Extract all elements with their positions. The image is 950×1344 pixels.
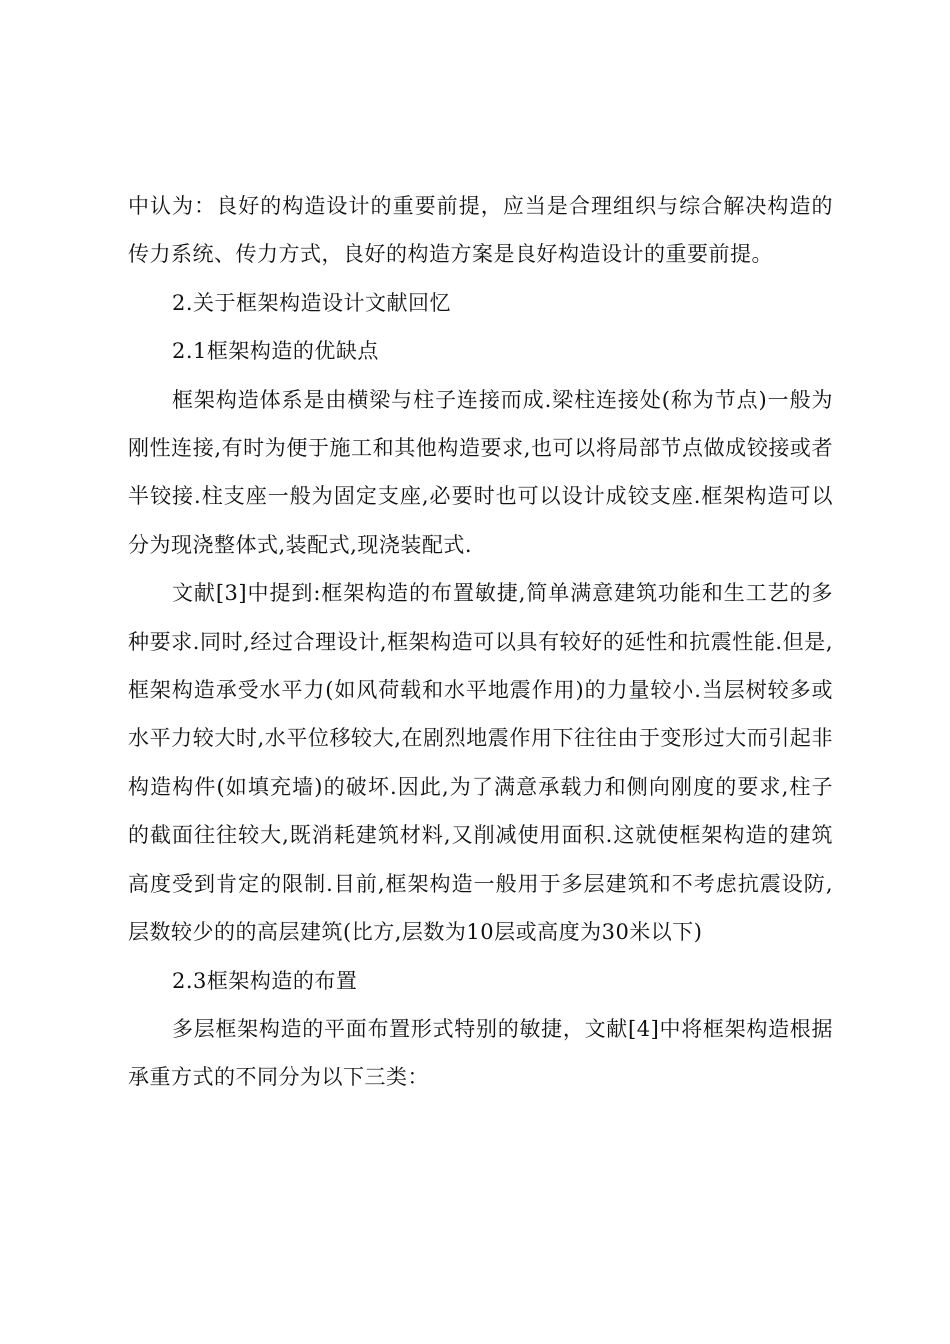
section-heading-2: 2.关于框架构造设计文献回忆 bbox=[172, 290, 452, 315]
subsection-heading-2-1: 2.1框架构造的优缺点 bbox=[172, 339, 379, 364]
document-body bbox=[128, 182, 833, 1102]
paragraph-continuation: 中认为：良好的构造设计的重要前提，应当是合理组织与综合解决构造的传力系统、传力方式，良好的构造方案是良好构造设计的重要前提。 bbox=[128, 194, 833, 267]
paragraph-literature-3: 文献[3]中提到:框架构造的布置敏捷,简单满意建筑功能和生工艺的多种要求.同时,经过合理设计,框架构造可以具有较好的延性和抗震性能.但是,框架构造承受水平力(如风荷载和水平地震作用)的力量较小.当层树较多或水平力较大时,水平位移较大,在剧烈地震作用下往往由于变形过大而引起非构造构件(如填充墙)的破坏.因此,为了满意承载力和侧向刚度的要求,柱子的截面往往较大,既消耗建筑材料,又削减使用面积.这就使框架构造的建筑高度受到肯定的限制.目前,框架构造一般用于多层建筑和不考虑抗震设防,层数较少的的高层建筑(比方,层数为10层或高度为30米以下) bbox=[128, 581, 833, 945]
paragraph-frame-system: 框架构造体系是由横梁与柱子连接而成.梁柱连接处(称为节点)一般为刚性连接,有时为便于施工和其他构造要求,也可以将局部节点做成铰接或者半铰接.柱支座一般为固定支座,必要时也可以设计成铰支座.框架构造可以分为现浇整体式,装配式,现浇装配式. bbox=[128, 387, 833, 557]
subsection-heading-2-3: 2.3框架构造的布置 bbox=[172, 968, 358, 993]
paragraph-layout-forms: 多层框架构造的平面布置形式特别的敏捷，文献[4]中将框架构造根据承重方式的不同分为以下三类： bbox=[128, 1016, 833, 1090]
